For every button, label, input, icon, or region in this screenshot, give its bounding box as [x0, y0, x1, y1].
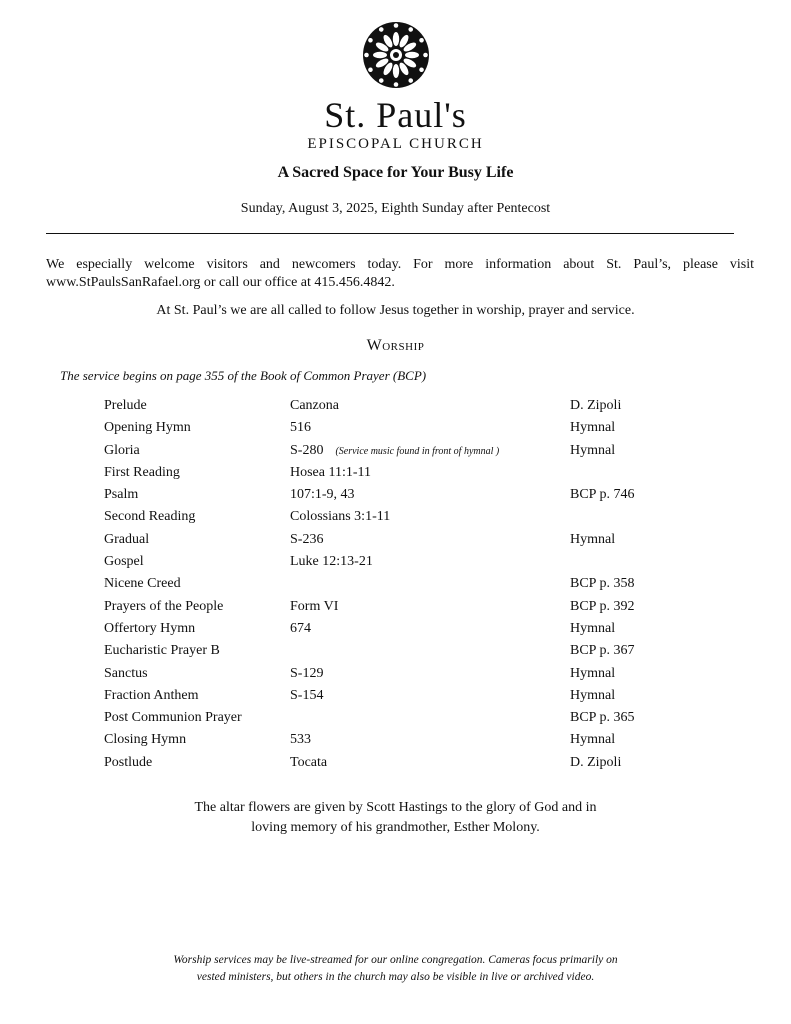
order-part: Offertory Hymn [104, 620, 196, 636]
mission-statement: At St. Paul’s we are all called to follow Jesus together in worship, prayer and service. [156, 303, 635, 318]
altar-flowers-dedication [0, 798, 791, 838]
order-item: 107:1-9, 43 [290, 487, 355, 503]
dedication-line: The altar flowers are given by Scott Hastings to the glory of God and in [194, 800, 597, 815]
order-ref: BCP p. 392 [570, 598, 635, 614]
order-row [104, 486, 704, 508]
notice-line: Worship services may be live-streamed for our online congregation. Cameras focus primarily on [173, 954, 618, 966]
order-ref: Hymnal [570, 732, 616, 748]
church-name: St. Paul's [324, 95, 467, 135]
order-row [104, 731, 704, 753]
notice-line: vested ministers, but others in the church may also be visible in live or archived video. [196, 971, 595, 983]
order-ref: BCP p. 367 [570, 643, 635, 659]
order-ref: D. Zipoli [570, 398, 622, 413]
order-part: Psalm [104, 487, 139, 503]
order-item: 674 [290, 620, 311, 636]
rose-window-icon [361, 20, 431, 90]
church-subtitle: EPISCOPAL CHURCH [307, 136, 484, 152]
order-part: Prayers of the People [104, 598, 224, 614]
order-part: Gospel [104, 554, 144, 570]
order-part: Eucharistic Prayer B [104, 643, 220, 659]
order-item: Luke 12:13-21 [290, 554, 373, 570]
order-item: S-154 [290, 687, 324, 703]
order-note: (Service music found in front of hymnal ) [335, 445, 500, 457]
livestream-notice [0, 952, 791, 986]
order-item: Hosea 11:1-11 [290, 464, 371, 480]
order-ref: Hymnal [570, 665, 616, 681]
logo [0, 20, 791, 95]
order-ref: Hymnal [570, 687, 616, 703]
order-of-service [104, 397, 704, 776]
order-item: S-280 [290, 442, 324, 458]
worship-heading: Worship [366, 337, 425, 354]
order-row [104, 531, 704, 553]
order-ref: D. Zipoli [570, 754, 622, 770]
order-ref: Hymnal [570, 420, 616, 436]
order-part: First Reading [104, 464, 180, 480]
order-row [104, 709, 704, 731]
order-ref: BCP p. 746 [570, 487, 635, 503]
order-ref: Hymnal [570, 620, 616, 636]
order-ref: BCP p. 365 [570, 710, 635, 726]
order-row [104, 687, 704, 709]
dedication-line: loving memory of his grandmother, Esther Molony. [251, 820, 540, 835]
order-part: Fraction Anthem [104, 687, 199, 703]
divider [46, 233, 734, 234]
order-item: Tocata [290, 754, 328, 770]
order-row [104, 553, 704, 575]
order-row [104, 464, 704, 486]
order-row [104, 397, 704, 419]
order-row [104, 508, 704, 530]
order-ref: BCP p. 358 [570, 576, 635, 592]
order-ref: Hymnal [570, 531, 616, 547]
order-row [104, 642, 704, 664]
order-part: Opening Hymn [104, 420, 191, 436]
order-row [104, 442, 704, 464]
order-row [104, 665, 704, 687]
order-item: 516 [290, 420, 311, 436]
order-ref: Hymnal [570, 442, 616, 458]
welcome-paragraph: We especially welcome visitors and newcomers today. For more information about St. Paul’s, please visit www.StPaulsSanRafael.org or call our office at 415.456.4842. [46, 257, 754, 290]
order-part: Postlude [104, 754, 153, 770]
tagline: A Sacred Space for Your Busy Life [277, 164, 514, 181]
order-row [104, 620, 704, 642]
order-row [104, 598, 704, 620]
order-row [104, 575, 704, 597]
service-date: Sunday, August 3, 2025, Eighth Sunday after Pentecost [240, 201, 551, 216]
order-part: Closing Hymn [104, 732, 187, 748]
order-item: S-236 [290, 531, 324, 547]
order-part: Gloria [104, 442, 140, 458]
order-part: Prelude [104, 398, 147, 413]
order-part: Post Communion Prayer [104, 710, 242, 726]
service-note: The service begins on page 355 of the Book of Common Prayer (BCP) [60, 368, 427, 383]
order-item-with-note [290, 442, 499, 461]
order-part: Second Reading [104, 509, 196, 525]
order-row [104, 754, 704, 776]
order-item: Colossians 3:1-11 [290, 509, 391, 525]
order-item: 533 [290, 732, 311, 748]
order-item: Canzona [290, 398, 339, 413]
order-item: S-129 [290, 665, 324, 681]
order-part: Sanctus [104, 665, 148, 681]
order-part: Gradual [104, 531, 150, 547]
order-item: Form VI [290, 598, 339, 614]
order-part: Nicene Creed [104, 576, 181, 592]
order-row [104, 419, 704, 441]
